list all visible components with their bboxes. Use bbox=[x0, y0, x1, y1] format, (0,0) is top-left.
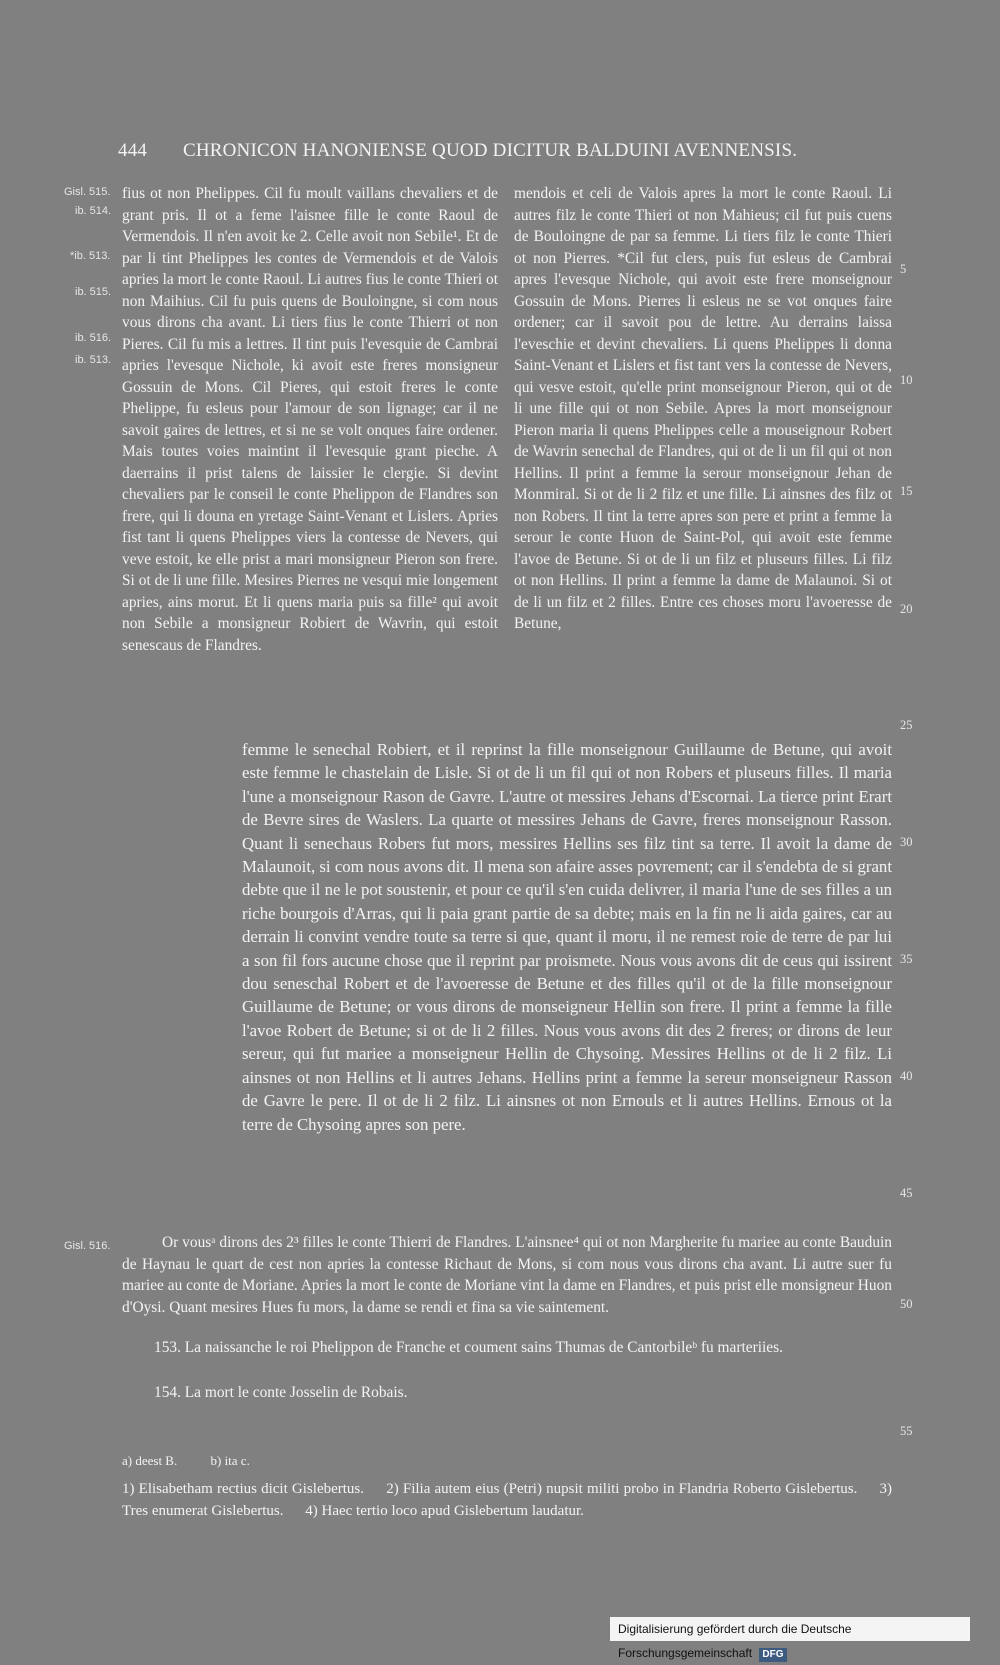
secondary-paragraph: Or vousᵃ dirons des 2³ filles le conte Thierri de Flandres. L'ainsnee⁴ qui ot non Margherite fu mariee au conte Bauduin de Haynau le quart de cest non apries la contesse Richaut de Mons, si com nous vous dirons cha avant. Li autre suer fu mariee au conte de Moriane. Apries la mort le conte de Moriane vint la dame en Flandres, et puis prist elle monsigneur Huon d'Oysi. Quant mesires Hues fu mors, la dame se rendi et fina sa vie saintement. bbox=[122, 1234, 892, 1316]
line-number: 20 bbox=[900, 602, 913, 616]
main-text-block bbox=[242, 738, 892, 1136]
critical-apparatus bbox=[122, 1453, 280, 1469]
footnote: 3) Tres enumerat Gislebertus. bbox=[122, 1481, 893, 1519]
line-number: 15 bbox=[900, 484, 913, 498]
footer-text: Digitalisierung gefördert durch die Deutsche Forschungsgemeinschaft bbox=[618, 1622, 852, 1660]
line-number: 50 bbox=[900, 1297, 913, 1311]
secondary-text-block bbox=[122, 1232, 892, 1318]
line-number: 25 bbox=[900, 718, 913, 732]
footnote: 4) Haec tertio loco apud Gislebertum laudatur. bbox=[305, 1503, 584, 1519]
margin-note: Gisl. 515. bbox=[64, 186, 111, 198]
left-column-paragraph: fius ot non Phelippes. Cil fu moult vaillans chevaliers et de grant pris. Il ot a feme l'aisnee fille le conte Raoul de Vermendois. Il n'en avoit ke 2. Celle avoit non Sebile¹. Et de par li tint Phelippes les contes de Vermendois et de Valois apries la mort le conte Raoul. Li autres fius le conte Thieri ot non Maihius. Cil fu puis quens de Bouloingne, si com nous vous dirons cha avant. Li tiers fius le conte Thierri ot non Pieres. Cil fu mis a lettres. Il tint puis l'evesquie de Cambrai apries l'evesque Nichole, ki avoit este freres monsigneur Gossuin de Mons. Cil Pieres, qui estoit freres le conte Phelippe, fu esleus pour l'amour de son lignage; car il ne savoit gaires de lettres, et si ne se volt onques faire ordener. Mais toutes voies maintint il l'evesquie grant pieche. A daerrains il prist talens de laissier le clergie. Si devint chevaliers par le conseil le conte Phelippon de Flandres son frere, qui li douna en yretage Saint-Venant et Lislers. Apries fist tant li quens Phelippes viers la contesse de Nevers, qui veve estoit, ke elle prist a mari monsigneur Pieron son frere. Si ot de li une fille. Mesires Pierres ne vesqui mie longement apries, ains morut. Et li quens maria puis sa fille² qui avoit non Sebile a monsigneur Robiert de Wavrin, qui estoit senescaus de Flandres. bbox=[122, 185, 498, 654]
line-number: 30 bbox=[900, 835, 913, 849]
line-number: 35 bbox=[900, 952, 913, 966]
margin-note: ib. 514. bbox=[75, 205, 112, 217]
page-header bbox=[118, 140, 830, 162]
footnote: 1) Elisabetham rectius dicit Gislebertus. bbox=[122, 1481, 365, 1497]
line-number: 55 bbox=[900, 1424, 913, 1438]
margin-note: Gisl. 516. bbox=[64, 1240, 111, 1252]
right-column-paragraph: mendois et celi de Valois apres la mort le conte Raoul. Li autres filz le conte Thieri ot non Mahieus; cil fut puis cuens de Bouloingne de par sa femme. Li tiers filz le conte Thieri ot non Pierres. *Cil fut clers, puis fut esleus de Cambrai apres l'evesque Nichole, qui avoit este frere monseignour Gossuin de Mons. Pierres li esleus ne se vot onques faire ordener; car il savoit pou de lettre. Au derrains laissa l'eveschie et devint chevaliers. Li quens Phelippes li donna Saint-Venant et Lislers et fist tant vers la contesse de Nevers, qui vesve estoit, qu'elle print monseignour Pieron, qui ot de li une fille qui ot non Sebile. Apres la mort monseignour Pieron maria li quens Phelippes celle a mouseignour Robert de Wavrin senechal de Flandres, qui ot de li un fil qui ot non Hellins. Il print a femme la serour monseignour Jehan de Monmiral. Si ot de li 2 filz et une fille. Li ainsnes des filz ot non Robers. Il tint la terre apres son pere et print a femme la serour le conte Huon de Saint-Pol, qui avoit este femme l'avoe de Betune. Si ot de li un filz et pluseurs filles. Li filz ot non Hellins. Il print a femme la dame de Malaunoi. Si ot de li un filz et 2 filles. Entre ces choses moru l'avoeresse de Betune, bbox=[514, 185, 892, 632]
margin-note: ib. 515. bbox=[75, 286, 112, 298]
footnote: 2) Filia autem eius (Petri) nupsit militi probo in Flandria Roberto Gislebertus. bbox=[386, 1481, 858, 1497]
line-number: 40 bbox=[900, 1069, 913, 1083]
apparatus-entry: b) ita c. bbox=[210, 1453, 250, 1468]
margin-note: *ib. 513. bbox=[70, 250, 111, 262]
main-paragraph: femme le senechal Robiert, et il reprinst la fille monseignour Guillaume de Betune, qui avoit este femme le chastelain de Lisle. Si ot de li un fil qui ot non Robers et pluseurs filles. Il maria l'une a monseignour Rason de Gavre. L'autre ot messires Jehans d'Escornai. La tierce print Erart de Bevre sires de Waslers. La quarte ot messires Jehans de Gavre, freres monseignour Rasson. Quant li senechaus Robers fut mors, messires Hellins ses filz tint sa terre. Il avoit la dame de Malaunoit, si com nous avons dit. Il mena son afaire asses povrement; car il s'endebta de si grant debte que il ne le pot soustenir, et pour ce qu'il s'en cuida delivrer, il maria l'une de ses filles a un riche bourgois d'Arras, qui li paia grant partie de sa debte; mais en la fin ne li aida gaires, car au derrain li convint vendre toute sa terre si que, quant il moru, il ne remest roie de terre de par lui a son fil fors aucune chose que il reprint par proismete. Nous vous avons dit de ceus qui issirent dou seneschal Robert et de l'avoeresse de Betune et des filles qu'il ot de la fille monseignour Guillaume de Betune; or vous dirons de monseigneur Hellin son frere. Il print a femme la fille l'avoe Robert de Betune; si ot de li 2 filles. Nous vous avons dit des 2 freres; or dirons de leur sereur, qui fut mariee a monseigneur Hellin de Chysoing. Messires Hellins ot de li 2 filz. Li ainsnes ot non Hellins et li autres Jehans. Hellins print a femme la sereur monseigneur Rasson de Gavre le pere. Il ot de li 2 filz. Li ainsnes ot non Ernouls et li autres Hellins. Ernous ot la terre de Chysoing apres son pere. bbox=[242, 740, 892, 1134]
margin-note: ib. 516. bbox=[75, 332, 112, 344]
margin-note: ib. 513. bbox=[75, 354, 112, 366]
right-column-text bbox=[514, 183, 892, 635]
chapter-heading-153: 153. La naissanche le roi Phelippon de Franche et coument sains Thumas de Cantorbileᵇ fu marteriies. bbox=[154, 1339, 783, 1356]
chapter-heading-154: 154. La mort le conte Josselin de Robais. bbox=[154, 1384, 408, 1401]
footnotes bbox=[122, 1478, 892, 1522]
page-title: CHRONICON HANONIENSE QUOD DICITUR BALDUINI AVENNENSIS. bbox=[182, 140, 798, 161]
line-number: 5 bbox=[900, 262, 907, 276]
line-number: 10 bbox=[900, 373, 913, 387]
page-number: 444 bbox=[118, 140, 148, 161]
apparatus-entry: a) deest B. bbox=[122, 1453, 178, 1468]
dfg-footer-banner bbox=[610, 1617, 970, 1660]
line-number: 45 bbox=[900, 1186, 913, 1200]
left-column-text bbox=[122, 183, 498, 656]
dfg-logo: DFG bbox=[759, 1648, 786, 1662]
